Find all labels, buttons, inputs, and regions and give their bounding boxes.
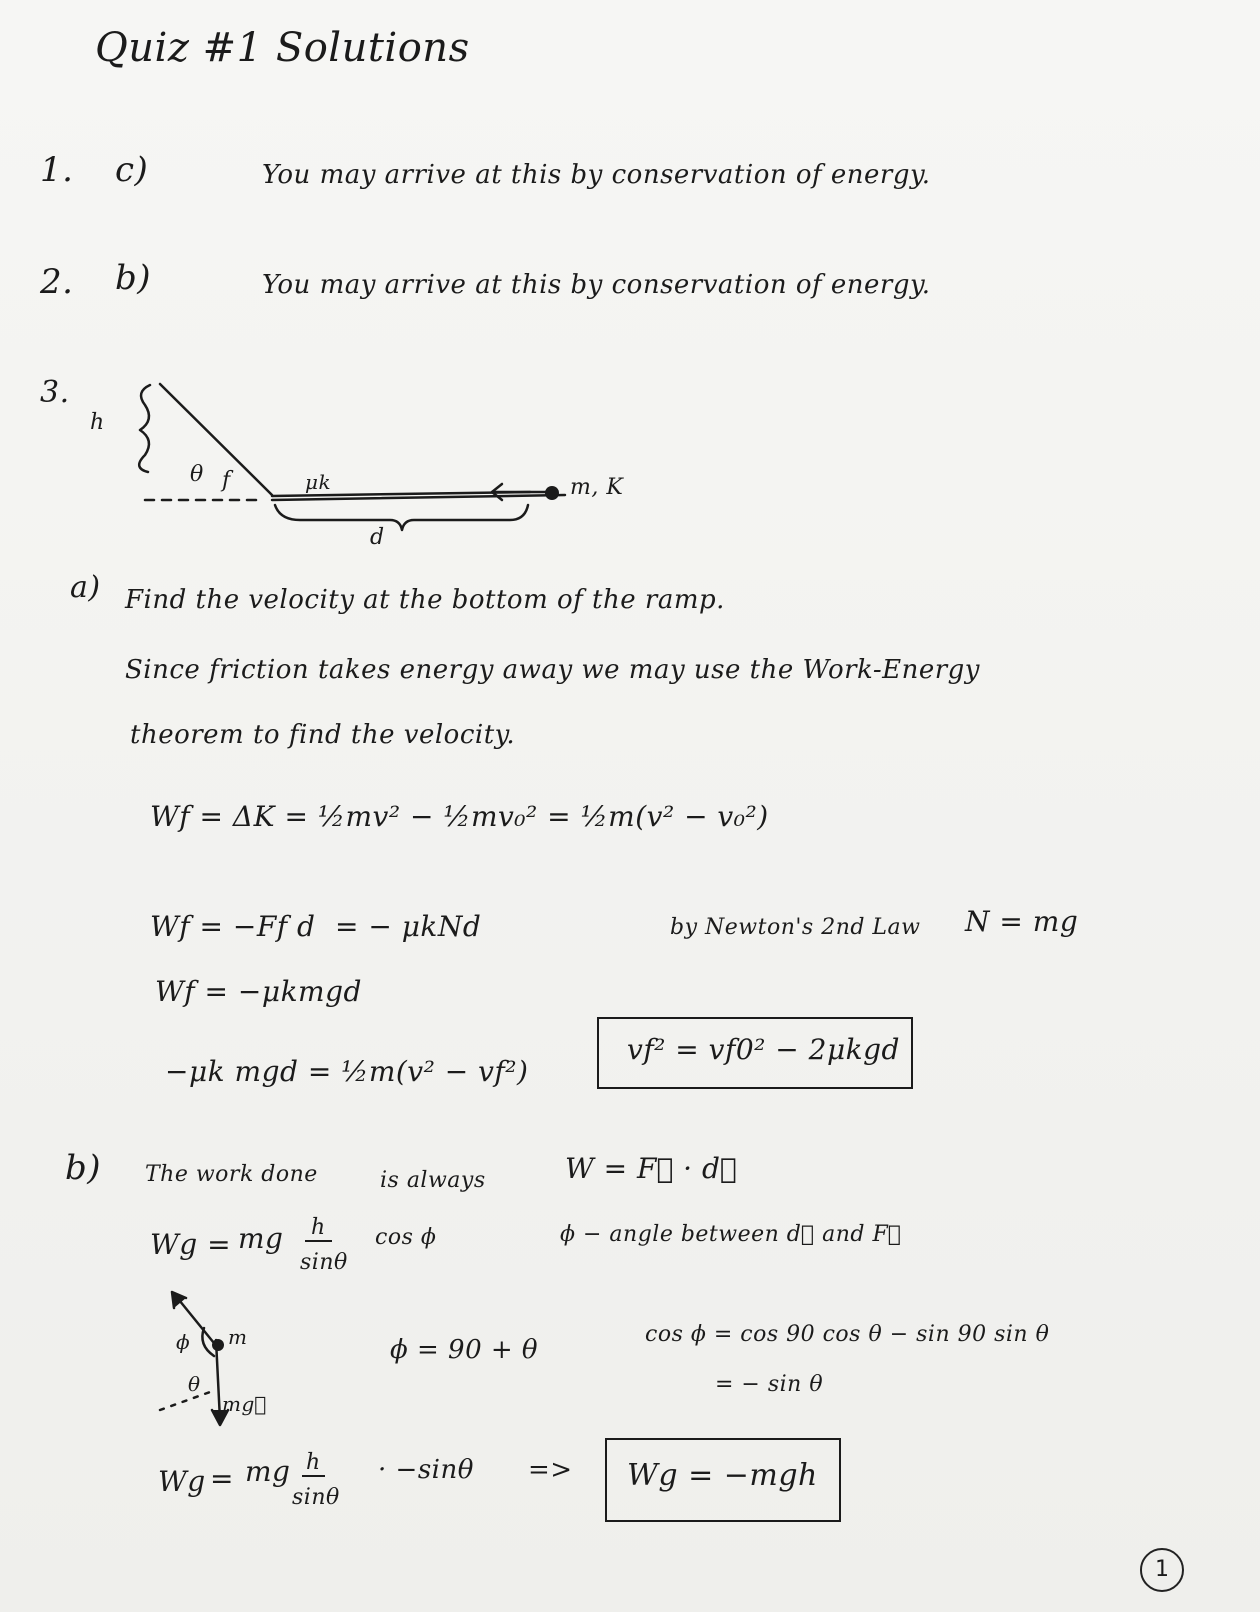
part-a-prompt: Find the velocity at the bottom of the ramp. — [125, 585, 725, 615]
q1-explanation: You may arrive at this by conservation of energy. — [262, 160, 931, 190]
part-a-line2: theorem to find the velocity. — [130, 720, 516, 750]
final-work-denominator: sinθ — [292, 1485, 340, 1510]
part-a-label: a) — [70, 570, 101, 605]
equation-combined: −μk mgd = ½m(v² − vf²) — [165, 1055, 529, 1088]
weight-vector-line — [216, 1340, 220, 1420]
newtons-law-note: by Newton's 2nd Law — [670, 915, 921, 940]
final-work-lhs: Wg — [158, 1465, 206, 1498]
figure-phi-label: ϕ — [176, 1330, 191, 1354]
final-work-numerator: h — [302, 1450, 325, 1477]
result-velocity: vf² = vf0² − 2μkgd — [627, 1033, 900, 1066]
result-box-a — [597, 1017, 913, 1089]
diagram-mu-label: μk — [305, 470, 332, 494]
gravity-work-lhs: Wg = — [150, 1228, 232, 1261]
q1-number: 1. — [40, 150, 74, 190]
diagram-mass-label: m, K — [570, 475, 624, 500]
figure-mg-label: mg⃗ — [222, 1392, 267, 1416]
vector-mass-dot — [212, 1339, 224, 1351]
is-always-text: is always — [380, 1168, 486, 1193]
ramp-line — [160, 384, 272, 495]
gravity-work-denominator: sinθ — [300, 1250, 348, 1275]
page-title: Quiz #1 Solutions — [95, 25, 470, 71]
q1-answer: c) — [115, 150, 149, 190]
q3-number: 3. — [40, 375, 70, 410]
distance-brace — [275, 505, 528, 530]
part-a-line1: Since friction takes energy away we may use the Work-Energy — [125, 655, 980, 685]
diagram-f-label: f — [222, 468, 231, 493]
phi-definition: ϕ − angle between d⃗ and F⃗ — [560, 1222, 902, 1247]
equation-friction-work: Wf = −Ff d — [150, 910, 316, 943]
q2-number: 2. — [40, 262, 74, 302]
part-b-label: b) — [65, 1148, 102, 1188]
diagram-theta-label: θ — [190, 462, 204, 487]
final-work-mg: mg — [245, 1455, 291, 1488]
equation-friction-mgd: Wf = −μkmgd — [155, 975, 362, 1008]
result-box-b — [605, 1438, 841, 1522]
final-work-equals: = — [210, 1462, 234, 1495]
figure-m-label: m — [228, 1325, 248, 1349]
final-work-factor: · −sinθ — [378, 1455, 474, 1485]
normal-equals-mg: N = mg — [965, 905, 1079, 938]
figure-theta-label: θ — [188, 1372, 201, 1396]
work-done-text: The work done — [145, 1162, 318, 1187]
phi-equation: ϕ = 90 + θ — [390, 1335, 539, 1365]
gravity-work-cos-phi: cos ϕ — [375, 1225, 437, 1250]
q2-explanation: You may arrive at this by conservation of energy. — [262, 270, 931, 300]
horizontal-reference-dashes — [160, 1392, 210, 1410]
equation-work-energy: Wf = ΔK = ½mv² − ½mv₀² = ½m(v² − v₀²) — [150, 800, 769, 833]
implies-arrow: => — [528, 1455, 573, 1485]
diagram-d-label: d — [370, 525, 385, 550]
cos-expansion: cos ϕ = cos 90 cos θ − sin 90 sin θ — [645, 1322, 1050, 1347]
q2-answer: b) — [115, 258, 152, 298]
mass-dot — [545, 486, 559, 500]
diagram-h-label: h — [90, 410, 105, 435]
result-gravity-work: Wg = −mgh — [627, 1458, 818, 1493]
cos-result: = − sin θ — [715, 1372, 824, 1397]
equation-normal-force: = − μkNd — [335, 910, 482, 943]
page-number: 1 — [1140, 1548, 1184, 1592]
gravity-work-numerator: h — [305, 1215, 332, 1242]
gravity-work-mg: mg — [238, 1222, 284, 1255]
work-dot-product: W = F⃗ · d⃗ — [565, 1152, 738, 1185]
height-brace — [139, 385, 150, 472]
